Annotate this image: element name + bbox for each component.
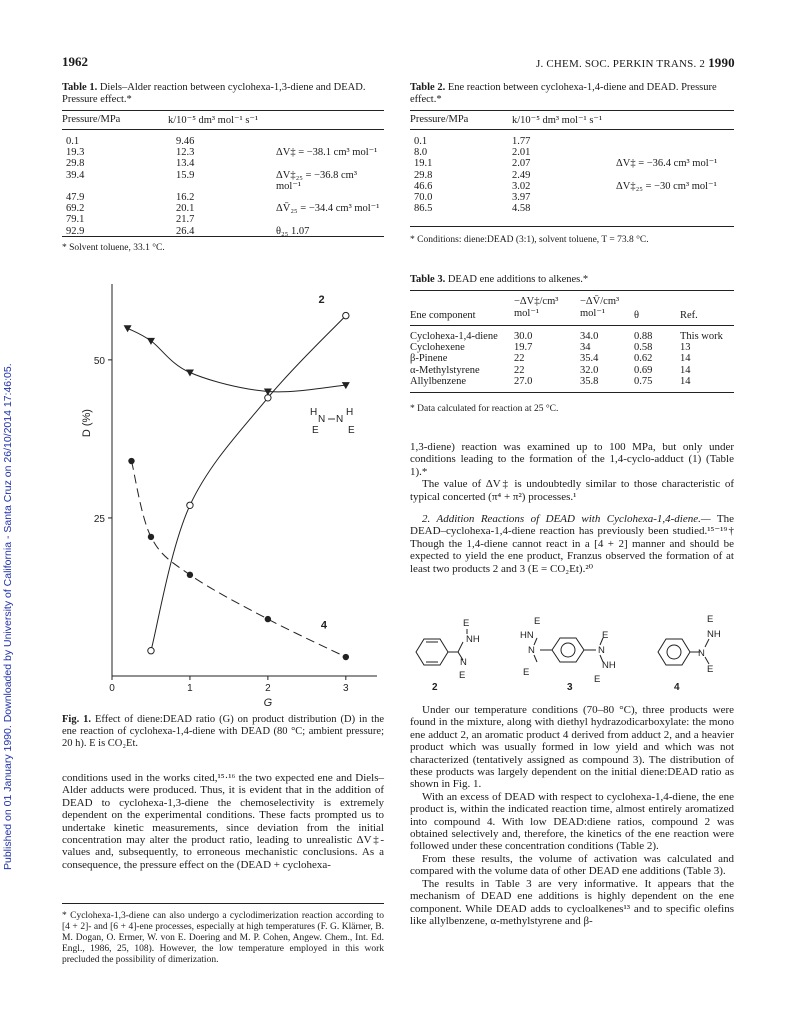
table1-row [66, 214, 384, 225]
table3-cell: 0.75 [634, 375, 653, 387]
structure-3-ring [552, 638, 584, 662]
paragraph-1: 1,3-diene) reaction was examined up to 100 MPa, but only under conditions leading to the formation of the 1,4-cyclo-adduct (1) (Table 1).* [410, 441, 734, 478]
table3-label: Table 3. [410, 274, 446, 285]
table3-cell: 14 [680, 364, 691, 376]
table1-rate: 15.9 [176, 169, 195, 181]
table3-row [410, 365, 734, 376]
y-tick-label: 50 [93, 355, 105, 367]
table3-cell: 30.0 [514, 331, 533, 342]
table1-caption [62, 82, 384, 106]
table1-rate: 13.4 [176, 158, 195, 170]
y-axis-label: D (%) [81, 409, 93, 438]
watermark-text: Published on 01 January 1990. Downloaded by University of California - Santa Cruz on 26/10/2014 17:46:05. [2, 363, 14, 870]
table1-pressure: 39.4 [66, 169, 85, 181]
table1-top-rule [62, 110, 384, 111]
table2-pressure: 29.8 [414, 169, 433, 181]
structure-label-3: 3 [567, 682, 573, 692]
table2-top-rule [410, 110, 734, 111]
table1-pressure: 0.1 [66, 136, 80, 147]
table1-pressure: 47.9 [66, 192, 85, 204]
table3-cell: 13 [680, 342, 691, 354]
table1-note [276, 136, 384, 147]
table3-cell: Allylbenzene [410, 375, 466, 387]
table1-rate: 9.46 [176, 136, 195, 147]
table3-col5-header: Ref. [680, 310, 698, 321]
paragraph-7: The results in Table 3 are very informative. It appears that the mechanism of DEAD ene additions is highly dependent on the ene component. While DEAD adds to cycloalkenes¹³ and to specific olefins like allylbenzene, α-methylstyrene and β- [410, 877, 734, 927]
table3-cell: This work [680, 331, 723, 342]
download-watermark [2, 170, 20, 870]
table2-row [414, 203, 734, 214]
table3-cell: 0.69 [634, 364, 653, 376]
hydrazine-H-left: H [310, 407, 318, 418]
y-tick-label: 25 [93, 513, 105, 525]
table3-row [410, 376, 734, 387]
series-2-point [265, 395, 271, 401]
hydrazine-N-left: N [318, 414, 326, 425]
table3-col3-header: −ΔV̄/cm³ mol⁻¹ [580, 296, 620, 319]
series-4-curve [131, 461, 345, 657]
table2-row [414, 192, 734, 203]
table1-rate: 20.1 [176, 203, 195, 215]
series-adduct-point [124, 325, 132, 332]
figure-1-caption [62, 714, 384, 750]
table2-pressure: 0.1 [414, 136, 428, 147]
table2-pressure: 46.6 [414, 180, 433, 192]
s3-E-left-bottom: E [523, 667, 530, 678]
hydrazine-H-right: H [346, 407, 354, 418]
table3-top-rule [410, 290, 734, 291]
x-tick-label: 1 [187, 683, 193, 694]
table1-pressure: 29.8 [66, 158, 85, 170]
table2-pressure: 70.0 [414, 192, 433, 204]
table1-pressure: 69.2 [66, 203, 85, 215]
table2-row [414, 147, 734, 158]
s4-E-bottom: E [707, 664, 714, 675]
table2-rate: 1.77 [512, 136, 531, 147]
structure-4-ring [658, 639, 690, 665]
hydrazine-N-right: N [336, 414, 344, 425]
table1-header-rule [62, 129, 384, 130]
table2-note [616, 147, 734, 158]
table2-note: ΔV‡₂₅ = −30 cm³ mol⁻¹ [616, 180, 717, 192]
x-axis-label: G [263, 697, 273, 709]
table1 [66, 136, 384, 237]
table3-cell: 14 [680, 375, 691, 387]
curve-label-2: 2 [318, 293, 325, 306]
series-2-point [187, 502, 193, 508]
table3-cell: 22 [514, 364, 525, 376]
s3-E-top: E [534, 616, 541, 627]
s3-HN: HN [520, 630, 534, 641]
table2-note: ΔV‡ = −36.4 cm³ mol⁻¹ [616, 158, 718, 170]
series-4-point [343, 654, 349, 660]
footnote-separator [62, 903, 384, 904]
series-adduct-point [147, 338, 155, 345]
table3-caption-text: DEAD ene additions to alkenes.* [447, 274, 589, 285]
table3-header-rule [410, 325, 734, 326]
table1-row [66, 136, 384, 147]
table3-cell: 32.0 [580, 364, 599, 376]
table2 [414, 136, 734, 214]
table2-rate: 3.02 [512, 180, 531, 192]
journal-header [536, 55, 735, 71]
figure-1-caption-text: Effect of diene:DEAD ratio (G) on product distribution (D) in the ene reaction of cyclohexa-1,4-diene with DEAD (80 °C; ambient pressure; 20 h). E is CO₂Et. [62, 714, 384, 749]
table1-rate: 12.3 [176, 147, 195, 159]
table1-pressure: 92.9 [66, 225, 85, 237]
table1-caption-text: Diels–Alder reaction between cyclohexa-1,3-diene and DEAD. Pressure effect.* [62, 82, 366, 105]
figure-1-chart [60, 270, 390, 710]
left-footnote: * Cyclohexa-1,3-diene can also undergo a cyclodimerization reaction according to [4 + 2]- and [6 + 4]-ene processes, especially at high temperatures (F. G. Klärner, B. M. Dogan, O. Ermer, W. von E. Doering and M. P. Cohen, Angew. Chem., Int. Ed. Engl., 1986, 25, 108). However, the low temperature employed in this work precluded the possibility of dimerization. [62, 911, 384, 965]
hydrazine-E-right: E [348, 425, 355, 436]
table3-cell: 35.8 [580, 375, 599, 387]
paragraph-3 [410, 513, 734, 575]
table2-caption [410, 82, 734, 106]
page-number: 1962 [62, 54, 88, 69]
table2-rate: 3.97 [512, 192, 531, 204]
table1-note [276, 192, 384, 203]
table3-cell: Cyclohexene [410, 342, 465, 354]
table1-pressure: 79.1 [66, 214, 85, 226]
table2-rate: 4.58 [512, 203, 531, 215]
table2-pressure: 8.0 [414, 147, 428, 159]
table3-cell: 35.4 [580, 353, 599, 365]
series-2-point [343, 312, 349, 318]
table3-row [410, 353, 734, 364]
structure-2-ring [416, 639, 448, 665]
table3-cell: 0.58 [634, 342, 653, 354]
table2-row [414, 158, 734, 169]
table3-footnote: * Data calculated for reaction at 25 °C. [410, 404, 559, 414]
series-4-point [265, 616, 271, 622]
table3-cell: 34.0 [580, 331, 599, 342]
curve-label-4: 4 [320, 619, 328, 632]
s4-N: N [698, 648, 705, 659]
series-2-point [148, 648, 154, 654]
paragraph-2: The value of ΔV‡ is undoubtedly similar to those characteristic of typical concerted (π⁴ + π²) processes.¹ [410, 478, 734, 503]
series-4-point [148, 534, 154, 540]
table3-cell: β-Pinene [410, 353, 448, 365]
s2-NH: NH [466, 634, 480, 645]
table2-rate: 2.07 [512, 158, 531, 170]
hydrazine-E-left: E [312, 425, 319, 436]
table1-note: θ₂₅ 1.07 [276, 225, 310, 237]
table3-cell: 34 [580, 342, 591, 354]
paragraph-6: From these results, the volume of activation was calculated and compared with the volume data of other DEAD ene additions (Table 3). [410, 852, 734, 878]
table2-row [414, 181, 734, 192]
s2-N: N [460, 657, 467, 668]
series-4-point [187, 572, 193, 578]
structures-2-3-4 [410, 612, 734, 692]
table1-row [66, 192, 384, 203]
right-body-upper [410, 441, 734, 575]
table3-cell: 22 [514, 353, 525, 365]
paragraph-3-text: The DEAD–cyclohexa-1,4-diene reaction has previously been studied.¹⁵⁻¹⁹† Though the 1,4-diene cannot react in a [4 + 2] manner and should be expected to yield the ene product, Franzus observed the formation of at least two products 2 and 3 (E = CO₂Et).²⁰ [410, 513, 734, 575]
table3 [410, 331, 734, 387]
table3-row [410, 342, 734, 353]
table2-note [616, 136, 734, 147]
s2-E-bottom: E [459, 670, 466, 681]
table3-cell: 27.0 [514, 375, 533, 387]
table3-row [410, 331, 734, 342]
s3-E-bottom: E [594, 674, 601, 685]
section-title: 2. Addition Reactions of DEAD with Cyclohexa-1,4-diene.— [422, 513, 711, 526]
table3-col1-header: Ene component [410, 310, 476, 321]
table2-bottom-rule [410, 226, 734, 227]
table1-row [66, 170, 384, 192]
series-4-point [128, 458, 134, 464]
s3-N-left: N [528, 645, 535, 656]
structure-label-2: 2 [432, 682, 438, 692]
s3-NH: NH [602, 660, 616, 671]
table1-rate: 26.4 [176, 225, 195, 237]
table1-footnote: * Solvent toluene, 33.1 °C. [62, 243, 165, 253]
s3-N-right: N [598, 645, 605, 656]
table2-footnote: * Conditions: diene:DEAD (3:1), solvent toluene, T = 73.8 °C. [410, 235, 649, 245]
table1-col2-header: k/10⁻⁵ dm³ mol⁻¹ s⁻¹ [168, 115, 259, 126]
hydrazine-structure [310, 407, 355, 436]
table2-pressure: 19.1 [414, 158, 433, 170]
figure-1-label: Fig. 1. [62, 714, 92, 725]
table2-pressure: 86.5 [414, 203, 433, 215]
table1-rate: 21.7 [176, 214, 195, 226]
table1-col1-header: Pressure/MPa [62, 114, 121, 125]
table3-caption [410, 274, 588, 286]
journal-name: J. CHEM. SOC. PERKIN TRANS. 2 [536, 58, 706, 70]
table3-cell: α-Methylstyrene [410, 364, 480, 376]
table2-note [616, 203, 734, 214]
paragraph-4: Under our temperature conditions (70–80 °C), three products were found in the mixture, along with diethyl hydrazodicarboxylate: the mono ene adduct 2, an aromatic product 4 derived from adduct 2, and a heavier product which was usually formed in low yield and which was not characterized (tentatively assigned as compound 3). The distribution of these products was largely dependent on the initial diene:DEAD ratio as shown in Fig. 1. [410, 704, 734, 791]
table1-pressure: 19.3 [66, 147, 85, 159]
table3-cell: 19.7 [514, 342, 533, 354]
table3-bottom-rule [410, 392, 734, 393]
left-body-text: conditions used in the works cited,¹⁵·¹⁶ the two expected ene and Diels–Alder adducts were produced. Thus, it is evident that in the addition of DEAD to cyclohexa-1,3-diene the chemoselectivity is extremely dependent on the experimental conditions. These facts prompted us to undertake kinetic measurements, since deviation from the initial concentration may alter the product ratio, leading to unrealistic ΔV‡-values and, subsequently, to erroneous mechanistic conclusions. As a consequence, the pressure effect on the (DEAD + cyclohexa- [62, 772, 384, 871]
table3-cell: 0.62 [634, 353, 653, 365]
table2-col2-header: k/10⁻⁵ dm³ mol⁻¹ s⁻¹ [512, 115, 603, 126]
table2-row [414, 170, 734, 181]
table1-row [66, 147, 384, 158]
table2-note [616, 192, 734, 203]
right-body-lower [410, 704, 734, 927]
table1-bottom-rule [62, 236, 384, 237]
table2-note [616, 170, 734, 181]
paragraph-5: With an excess of DEAD with respect to cyclohexa-1,4-diene, the ene product is, within the indicated reaction time, almost entirely aromatized into compound 4. With low DEAD:diene ratios, compound 2 was obtained selectively and, therefore, the kinetics of the ene reaction were followed under these concentration conditions (Table 2). [410, 790, 734, 853]
table1-note: ΔV̄₂₅ = −34.4 cm³ mol⁻¹ [276, 203, 380, 215]
table1-note: ΔV‡ = −38.1 cm³ mol⁻¹ [276, 147, 378, 159]
table1-label: Table 1. [62, 82, 98, 93]
table3-cell: 0.88 [634, 331, 653, 342]
series-adduct-point [186, 370, 194, 377]
x-tick-label: 0 [109, 683, 115, 694]
table1-rate: 16.2 [176, 192, 195, 204]
journal-year: 1990 [708, 55, 735, 70]
table2-caption-text: Ene reaction between cyclohexa-1,4-diene and DEAD. Pressure effect.* [410, 82, 717, 105]
s2-E-top: E [463, 618, 470, 629]
table2-rate: 2.01 [512, 147, 531, 159]
s4-NH: NH [707, 629, 721, 640]
table2-rate: 2.49 [512, 169, 531, 181]
table2-header-rule [410, 129, 734, 130]
series-adduct-curve [128, 328, 346, 392]
s4-E-top: E [707, 614, 714, 625]
table1-row [66, 158, 384, 169]
x-tick-label: 3 [343, 683, 349, 694]
table1-row [66, 203, 384, 214]
table2-col1-header: Pressure/MPa [410, 114, 469, 125]
table1-note: ΔV‡₂₅ = −36.8 cm³ mol⁻¹ [276, 169, 357, 192]
s3-E-right-top: E [602, 630, 609, 641]
table1-note [276, 158, 384, 169]
table2-row [414, 136, 734, 147]
table1-note [276, 214, 384, 225]
table2-label: Table 2. [410, 82, 446, 93]
table3-cell: 14 [680, 353, 691, 365]
table3-cell: Cyclohexa-1,4-diene [410, 331, 498, 342]
table3-col4-header: θ [634, 310, 640, 321]
structure-label-4: 4 [674, 682, 680, 692]
table3-col2-header: −ΔV‡/cm³ mol⁻¹ [514, 296, 559, 319]
series-2-curve [151, 316, 346, 651]
x-tick-label: 2 [265, 683, 271, 694]
